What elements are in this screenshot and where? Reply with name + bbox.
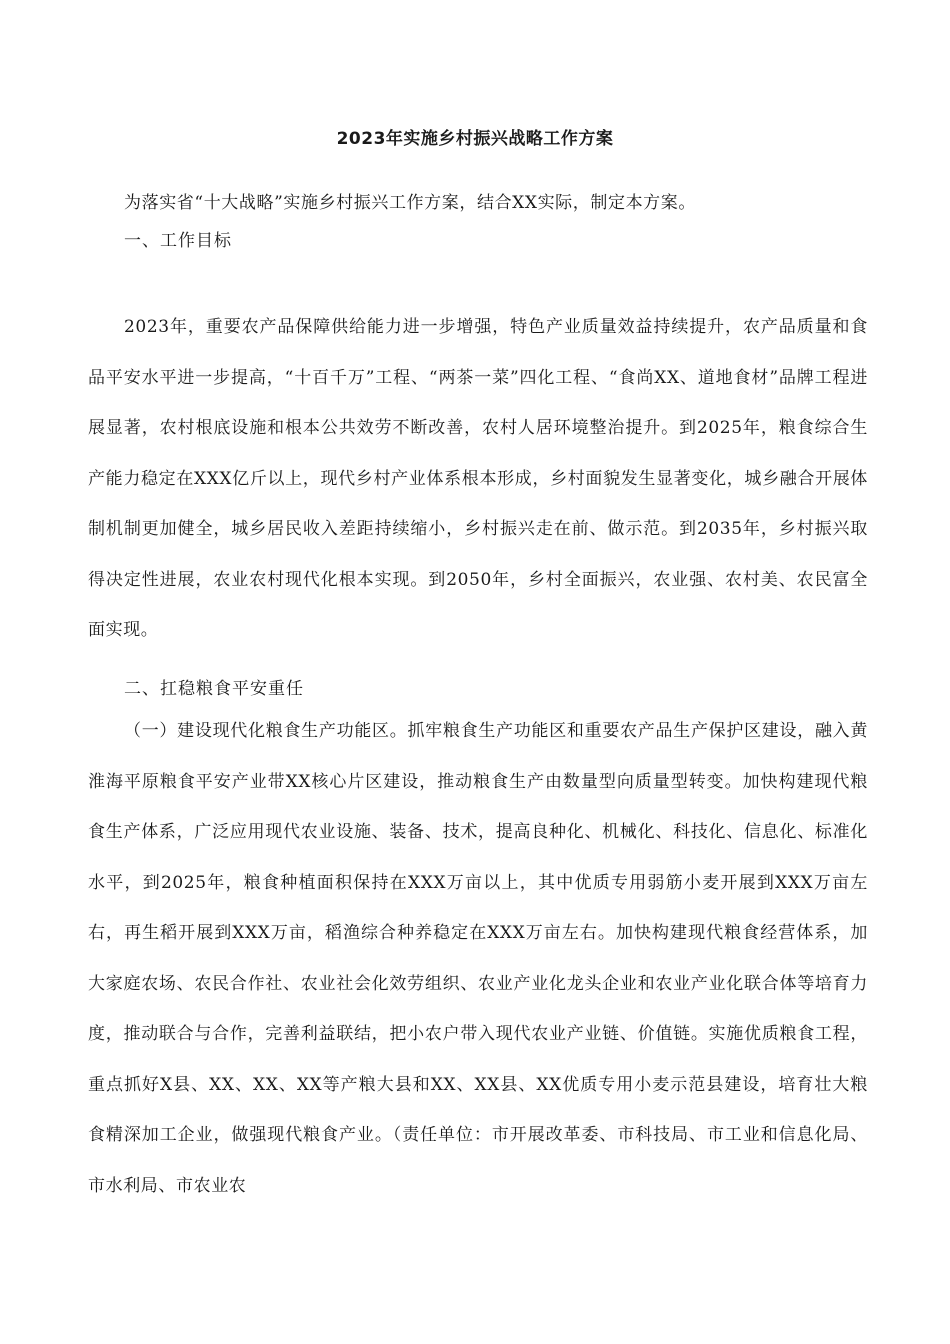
- document-title: 2023年实施乡村振兴战略工作方案: [336, 129, 614, 149]
- section-heading-grain-security: 二、扛稳粮食平安重任: [124, 679, 304, 699]
- section-body-work-goals: 2023年，重要农产品保障供给能力进一步增强，特色产业质量效益持续提升，农产品质量和食品平安水平进一步提高，“十百千万”工程、“两茶一菜”四化工程、“食尚XX、道地食材”品牌工程进展显著，农村根底设施和根本公共效劳不断改善，农村人居环境整治提升。到2025年，粮食综合生产能力稳定在XXX亿斤以上，现代乡村产业体系根本形成，乡村面貌发生显著变化，城乡融合开展体制机制更加健全，城乡居民收入差距持续缩小，乡村振兴走在前、做示范。到2035年，乡村振兴取得决定性进展，农业农村现代化根本实现。到2050年，乡村全面振兴，农业强、农村美、农民富全面实现。: [88, 317, 868, 640]
- section-heading-work-goals: 一、工作目标: [124, 231, 232, 251]
- intro-paragraph: 为落实省“十大战略”实施乡村振兴工作方案，结合XX实际，制定本方案。: [124, 193, 696, 213]
- section-body-grain-security: （一）建设现代化粮食生产功能区。抓牢粮食生产功能区和重要农产品生产保护区建设，融入黄淮海平原粮食平安产业带XX核心片区建设，推动粮食生产由数量型向质量型转变。加快构建现代粮食生产体系，广泛应用现代农业设施、装备、技术，提高良种化、机械化、科技化、信息化、标准化水平，到2025年，粮食种植面积保持在XXX万亩以上，其中优质专用弱筋小麦开展到XXX万亩左右，再生稻开展到XXX万亩，稻渔综合种养稳定在XXX万亩左右。加快构建现代粮食经营体系，加大家庭农场、农民合作社、农业社会化效劳组织、农业产业化龙头企业和农业产业化联合体等培育力度，推动联合与合作，完善利益联结，把小农户带入现代农业产业链、价值链。实施优质粮食工程，重点抓好X县、XX、XX、XX等产粮大县和XX、XX县、XX优质专用小麦示范县建设，培育壮大粮食精深加工企业，做强现代粮食产业。（责任单位：市开展改革委、市科技局、市工业和信息化局、市水利局、市农业农: [88, 721, 868, 1196]
